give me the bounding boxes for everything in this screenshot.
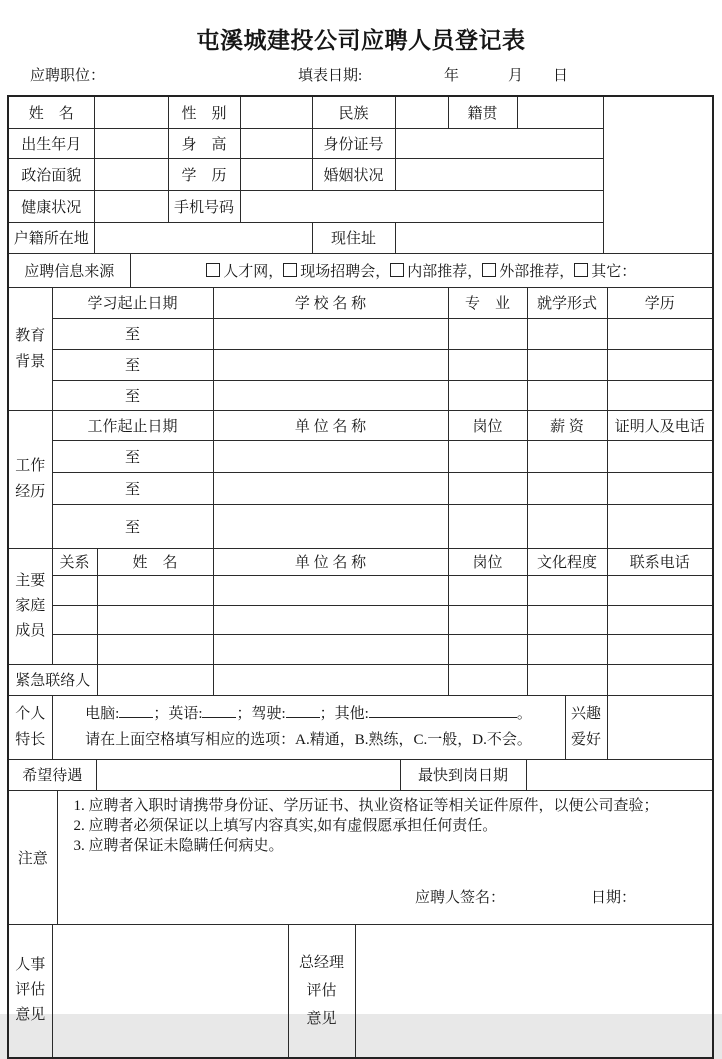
family-section-label: 主要 家庭 成员 <box>8 549 52 664</box>
edu-school-input[interactable] <box>213 380 448 410</box>
photo-cell[interactable] <box>603 96 713 253</box>
work-company-input[interactable] <box>213 505 448 549</box>
checkbox-icon[interactable] <box>574 263 588 277</box>
work-company-input[interactable] <box>213 473 448 505</box>
family-position-input[interactable] <box>448 575 527 605</box>
work-header-reference: 证明人及电话 <box>607 411 713 441</box>
edu-degree-input[interactable] <box>607 380 713 410</box>
degree-input[interactable] <box>240 158 312 190</box>
registered-address-input[interactable] <box>94 222 312 253</box>
checkbox-icon[interactable] <box>482 263 496 277</box>
form-table <box>7 95 714 1059</box>
computer-blank[interactable] <box>119 704 153 718</box>
work-period-input[interactable]: 至 <box>52 473 213 505</box>
expectation-section <box>7 760 714 791</box>
health-input[interactable] <box>94 190 168 222</box>
specialty-content <box>52 696 565 760</box>
form-title: 屯溪城建投公司应聘人员登记表 <box>196 28 526 53</box>
year-label: 年 <box>444 68 460 84</box>
hobby-input[interactable] <box>607 696 713 760</box>
work-company-input[interactable] <box>213 441 448 473</box>
id-number-label: 身份证号 <box>312 128 395 158</box>
source-option-label: 外部推荐， <box>499 263 575 280</box>
checkbox-icon[interactable] <box>283 263 297 277</box>
driving-blank[interactable] <box>286 704 320 718</box>
family-header-position: 岗位 <box>448 549 527 575</box>
height-input[interactable] <box>240 128 312 158</box>
work-salary-input[interactable] <box>527 505 607 549</box>
family-phone-input[interactable] <box>607 575 713 605</box>
family-relation-input[interactable] <box>52 575 97 605</box>
specialty-section <box>7 696 714 761</box>
work-header-company: 单 位 名 称 <box>213 411 448 441</box>
gender-label: 性 别 <box>168 96 240 128</box>
current-address-label: 现住址 <box>312 222 395 253</box>
family-name-input[interactable] <box>97 634 213 664</box>
family-relation-input[interactable] <box>52 634 97 664</box>
checkbox-icon[interactable] <box>206 263 220 277</box>
day-label: 日 <box>553 68 569 84</box>
checkbox-icon[interactable] <box>390 263 404 277</box>
family-phone-input[interactable] <box>607 634 713 664</box>
edu-degree-input[interactable] <box>607 349 713 380</box>
family-education-input[interactable] <box>527 575 607 605</box>
hr-evaluation-input[interactable] <box>52 925 288 1058</box>
family-phone-input[interactable] <box>607 605 713 634</box>
family-header-name: 姓 名 <box>97 549 213 575</box>
notice-content <box>57 791 713 925</box>
source-option-label: 内部推荐， <box>407 263 483 280</box>
mobile-input[interactable] <box>240 190 603 222</box>
source-option-label: 其它： <box>591 263 637 280</box>
month-label: 月 <box>508 68 524 84</box>
gm-evaluation-input[interactable] <box>355 925 713 1058</box>
work-position-input[interactable] <box>448 441 527 473</box>
notice-section <box>7 791 714 925</box>
edu-period-input[interactable]: 至 <box>52 380 213 410</box>
work-header-period: 工作起止日期 <box>52 411 213 441</box>
work-period-input[interactable]: 至 <box>52 441 213 473</box>
native-place-input[interactable] <box>517 96 603 128</box>
birthdate-label: 出生年月 <box>8 128 94 158</box>
degree-label: 学 历 <box>168 158 240 190</box>
salary-expectation-label: 希望待遇 <box>8 760 96 790</box>
gender-input[interactable] <box>240 96 312 128</box>
work-position-input[interactable] <box>448 505 527 549</box>
work-position-input[interactable] <box>448 473 527 505</box>
work-reference-input[interactable] <box>607 505 713 549</box>
emergency-name-input[interactable] <box>97 664 213 695</box>
political-status-input[interactable] <box>94 158 168 190</box>
edu-major-input[interactable] <box>448 349 527 380</box>
family-position-input[interactable] <box>448 634 527 664</box>
political-status-label: 政治面貌 <box>8 158 94 190</box>
work-salary-input[interactable] <box>527 473 607 505</box>
ethnicity-input[interactable] <box>395 96 448 128</box>
work-section <box>7 411 714 550</box>
source-option-label: 现场招聘会， <box>300 263 391 280</box>
education-section <box>7 288 714 411</box>
edu-mode-input[interactable] <box>527 349 607 380</box>
family-company-input[interactable] <box>213 575 448 605</box>
notice-item: 3. 应聘者保证未隐瞒任何病史。 <box>73 837 284 854</box>
current-address-input[interactable] <box>395 222 603 253</box>
emergency-position-input[interactable] <box>448 664 527 695</box>
edu-major-input[interactable] <box>448 380 527 410</box>
edu-period-input[interactable]: 至 <box>52 349 213 380</box>
other-blank[interactable] <box>369 704 517 718</box>
health-label: 健康状况 <box>8 190 94 222</box>
evaluation-section <box>7 925 714 1059</box>
source-label: 应聘信息来源 <box>8 254 130 288</box>
family-name-input[interactable] <box>97 575 213 605</box>
emergency-education-input[interactable] <box>527 664 607 695</box>
specialty-instruction: 请在上面空格填写相应的选项：A.精通，B.熟练，C.一般，D.不会。 <box>85 732 532 749</box>
edu-mode-input[interactable] <box>527 318 607 349</box>
edu-header-period: 学习起止日期 <box>52 288 213 318</box>
family-education-input[interactable] <box>527 605 607 634</box>
position-field-label: 应聘职位： <box>30 68 106 84</box>
work-header-position: 岗位 <box>448 411 527 441</box>
edu-degree-input[interactable] <box>607 318 713 349</box>
family-education-input[interactable] <box>527 634 607 664</box>
education-section-label: 教育 背景 <box>8 288 52 410</box>
source-options <box>130 254 713 288</box>
fill-date-label: 填表日期: <box>298 68 363 84</box>
id-number-input[interactable] <box>395 128 603 158</box>
mobile-label: 手机号码 <box>168 190 240 222</box>
family-relation-input[interactable] <box>52 605 97 634</box>
work-header-salary: 薪 资 <box>527 411 607 441</box>
work-period-input[interactable]: 至 <box>52 505 213 549</box>
hobby-label: 兴趣 爱好 <box>565 696 607 760</box>
hr-evaluation-label: 人事 评估 意见 <box>8 925 52 1058</box>
edu-school-input[interactable] <box>213 318 448 349</box>
family-company-input[interactable] <box>213 634 448 664</box>
work-reference-input[interactable] <box>607 441 713 473</box>
earliest-start-label: 最快到岗日期 <box>400 760 526 790</box>
marital-status-input[interactable] <box>395 158 603 190</box>
emergency-company-input[interactable] <box>213 664 448 695</box>
notice-label: 注意 <box>8 791 57 925</box>
work-salary-input[interactable] <box>527 441 607 473</box>
edu-header-mode: 就学形式 <box>527 288 607 318</box>
family-section <box>7 549 714 696</box>
edu-mode-input[interactable] <box>527 380 607 410</box>
emergency-contact-label: 紧急联络人 <box>8 664 97 695</box>
notice-item: 1. 应聘者入职时请携带身份证、学历证书、执业资格证等相关证件原件，以便公司查验； <box>73 797 659 814</box>
earliest-start-input[interactable] <box>526 760 713 790</box>
edu-header-school: 学 校 名 称 <box>213 288 448 318</box>
gm-evaluation-label: 总经理 评估 意见 <box>288 925 355 1058</box>
family-name-input[interactable] <box>97 605 213 634</box>
specialty-skill-line: 电脑: ；英语: ；驾驶: ；其他: 。 <box>85 706 532 723</box>
family-company-input[interactable] <box>213 605 448 634</box>
personal-info-section <box>7 95 714 254</box>
marital-status-label: 婚姻状况 <box>312 158 395 190</box>
work-section-label: 工作 经历 <box>8 411 52 549</box>
edu-school-input[interactable] <box>213 349 448 380</box>
signature-date-label: 日期： <box>591 889 637 906</box>
edu-major-input[interactable] <box>448 318 527 349</box>
specialty-label: 个人 特长 <box>8 696 52 760</box>
salary-expectation-input[interactable] <box>96 760 400 790</box>
birthdate-input[interactable] <box>94 128 168 158</box>
ethnicity-label: 民族 <box>312 96 395 128</box>
edu-header-major: 专 业 <box>448 288 527 318</box>
source-option-label: 人才网， <box>223 263 284 280</box>
family-header-phone: 联系电话 <box>607 549 713 575</box>
family-header-company: 单 位 名 称 <box>213 549 448 575</box>
name-input[interactable] <box>94 96 168 128</box>
height-label: 身 高 <box>168 128 240 158</box>
family-header-relation: 关系 <box>52 549 97 575</box>
english-blank[interactable] <box>202 704 236 718</box>
application-source-section <box>7 254 714 289</box>
applicant-signature-label: 应聘人签名： <box>415 889 506 906</box>
name-label: 姓 名 <box>8 96 94 128</box>
edu-period-input[interactable]: 至 <box>52 318 213 349</box>
native-place-label: 籍贯 <box>448 96 517 128</box>
edu-header-degree: 学历 <box>607 288 713 318</box>
emergency-phone-input[interactable] <box>607 664 713 695</box>
registered-address-label: 户籍所在地 <box>8 222 94 253</box>
work-reference-input[interactable] <box>607 473 713 505</box>
family-position-input[interactable] <box>448 605 527 634</box>
family-header-education: 文化程度 <box>527 549 607 575</box>
notice-item: 2. 应聘者必须保证以上填写内容真实,如有虚假愿承担任何责任。 <box>73 817 498 834</box>
